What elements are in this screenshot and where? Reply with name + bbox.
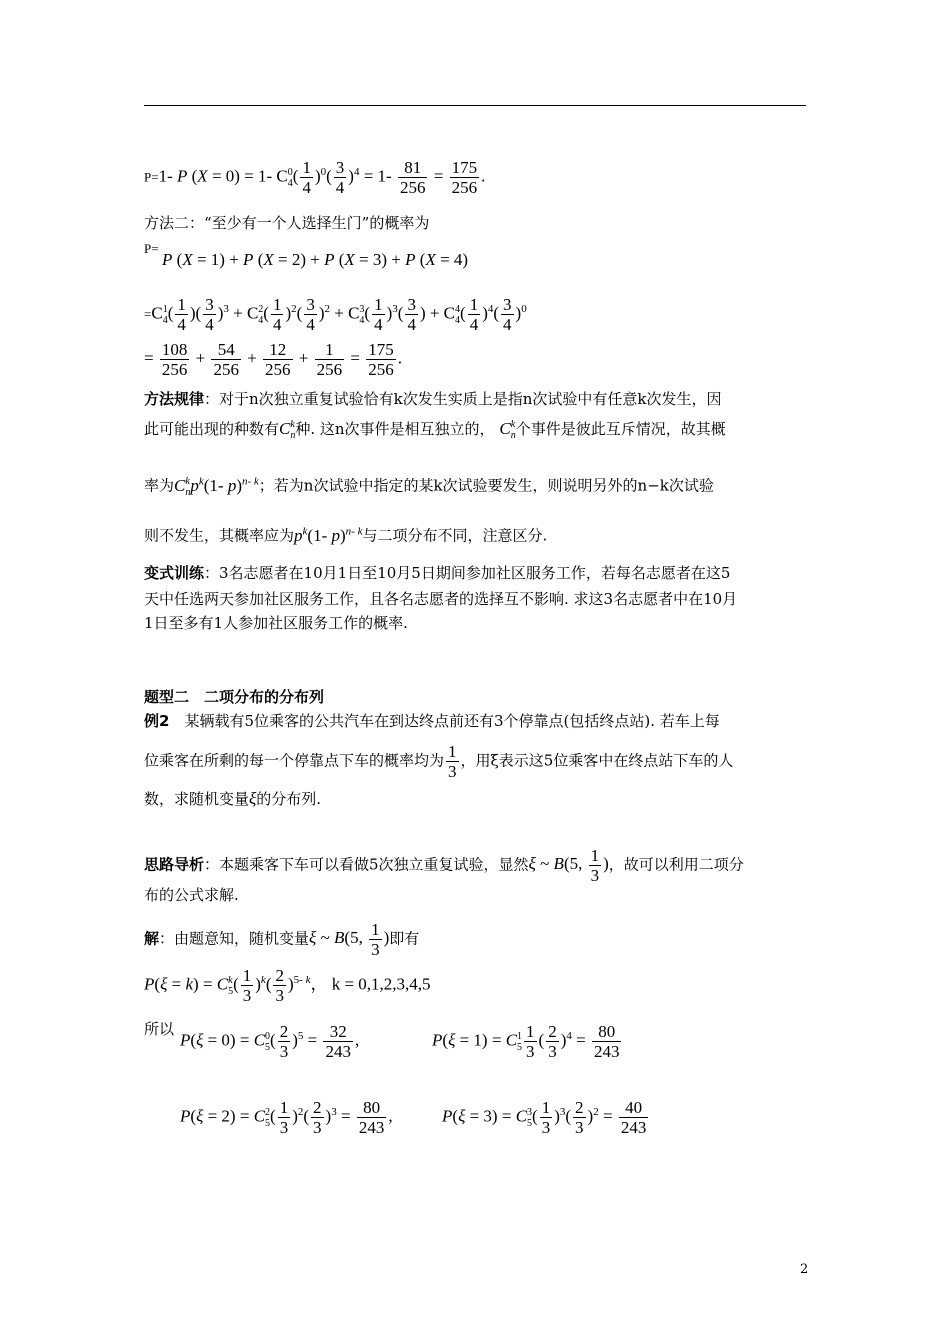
rule-line-2: 此可能出现的种数有C k n 种. 这n次事件是相互独立的， C k n 个事件是彼此互斥情况，故其概: [144, 419, 726, 442]
var-line-2: 天中任选两天参加社区服务工作，且各名志愿者的选择互不影响. 求这3名志愿者中在10月: [144, 590, 738, 608]
method2-title: 方法二：“至少有一个人选择生门”的概率为: [144, 214, 430, 232]
rule-line-4: 则不发生，其概率应为$p^k(1-$ p)$^{n- k}$与二项分布不同，注意区分.: [144, 525, 548, 545]
sol-label: 解: [144, 929, 160, 948]
rule-line-1: 方法规律：对于n次独立重复试验恰有k次发生实质上是指n次试验中有任意k次发生，因: [144, 390, 722, 408]
rule-line-3: 率为C k n $p^k(1-$ p)$^{n- k}$；若为n次试验中指定的某k次试验要发生，则说明另外的n−k次试验: [144, 475, 714, 498]
hint-line-2: 布的公式求解.: [144, 886, 239, 904]
hint-line-1: 思路导析：本题乘客下车可以看做5次独立重复试验，显然ξ ~ B(5, $\frac{1}{3}$ )，故可以利用二项分: [144, 846, 744, 885]
ex2-line-3: 数，求随机变量ξ的分布列.: [144, 789, 322, 808]
m3-expansion: =C 1 4 ( $\frac{1}{4}$ )( $\frac{3}{4}$ )$^3$ + C 2 4 ( $\frac{1}{4}$ )$^2$( $\frac{3}{4}$ )$^2$ + C 3 4 ( $\frac{1}{4}$ )$^3$( $\frac{3}{4}$ ) + C 4 4 ( $\frac{1}{4}$ )$^4$( $\frac{3}{4}$ )$^0$: [144, 295, 527, 334]
m2-expression: P (X = 1) + P (X = 2) + P (X = 3) + P (X = 4): [162, 250, 469, 269]
page-number: 2: [800, 1262, 809, 1277]
m4-sum: = $\frac{108}{256}$ + $\frac{54}{256}$ + $\frac{12}{256}$ + $\frac{1}{256}$ = $\frac{175}{256}$ .: [144, 340, 402, 379]
var-line-3: 1日至多有1人参加社区服务工作的概率.: [144, 614, 408, 632]
ex2-label: 例2: [144, 712, 170, 730]
p0-formula: P(ξ = 0) = C 0 5 ( $\frac{2}{3}$ )$^5$ = $\frac{32}{243}$ ,: [180, 1022, 360, 1061]
p1-formula: P(ξ = 1) = C 1 5 $\frac{1}{3}$ ( $\frac{2}{3}$ )$^4$ = $\frac{80}{243}$: [432, 1022, 620, 1061]
method1-formula: P=1- P (X = 0) = 1- C 0 4 ( $\frac{1}{4}$ )$^0$( $\frac{3}{4}$ )$^4$ = 1- $\frac{81}{256}$ = $\frac{175}{256}$ .: [144, 158, 486, 197]
header-rule: [144, 105, 806, 106]
ex2-line-1: 例2 某辆载有5位乘客的公共汽车在到达终点前还有3个停靠点(包括终点站). 若车上每: [144, 712, 720, 730]
pk-formula: P(ξ = k) = C k 5 ( $\frac{1}{3}$ )$^k$( $\frac{2}{3}$ )$^{5- k}$， k = 0,1,2,3,4,5: [144, 966, 431, 1005]
var-label: 变式训练: [144, 564, 205, 582]
hint-label: 思路导析: [144, 855, 205, 874]
p3-formula: P(ξ = 3) = C 3 5 ( $\frac{1}{3}$ )$^3$( $\frac{2}{3}$ )$^2$ = $\frac{40}{243}$: [442, 1098, 647, 1137]
rule-label: 方法规律: [144, 390, 205, 408]
var-line-1: 变式训练：3名志愿者在10月1日至10月5日期间参加社区服务工作，若每名志愿者在这5: [144, 564, 731, 582]
m2-prefix: P=: [144, 241, 159, 256]
sol-line: 解：由题意知，随机变量ξ ~ B(5, $\frac{1}{3}$ )即有: [144, 920, 420, 959]
section2-title: 题型二 二项分布的分布列: [144, 688, 325, 706]
p2-formula: P(ξ = 2) = C 2 5 ( $\frac{1}{3}$ )$^2$( $\frac{2}{3}$ )$^3$ = $\frac{80}{243}$ ,: [180, 1098, 393, 1137]
ex2-line-2: 位乘客在所剩的每一个停靠点下车的概率均为 $\frac{1}{3}$ ，用ξ表示这5位乘客中在终点站下车的人: [144, 742, 734, 781]
so-label: 所以: [144, 1020, 175, 1038]
